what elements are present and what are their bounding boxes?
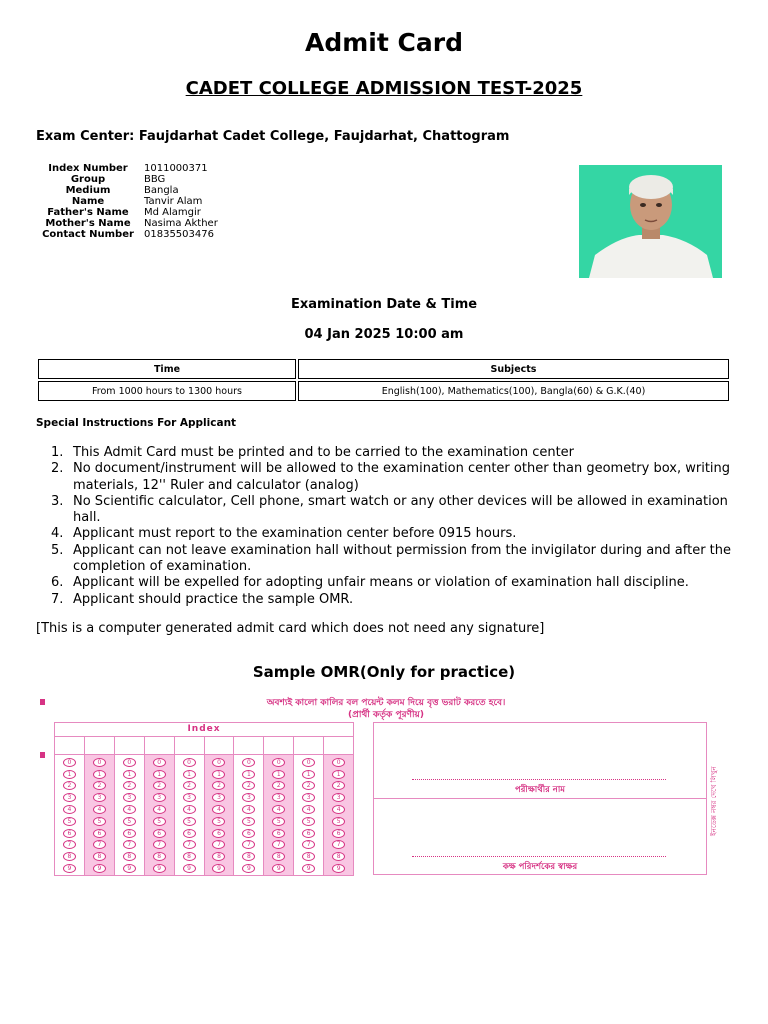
omr-bubble[interactable]: 0 — [212, 758, 225, 767]
omr-bubble[interactable]: 4 — [153, 805, 166, 814]
list-item-text: Applicant can not leave examination hall without permission from the invigilator during and after the completion of examination. — [73, 542, 732, 575]
omr-write-box[interactable] — [85, 737, 114, 755]
omr-bubble[interactable]: 6 — [272, 829, 285, 838]
omr-index-column — [85, 737, 115, 875]
omr-header-line-2: (প্রার্থী কর্তৃক পূরণীয়) — [348, 710, 424, 720]
table-row — [40, 174, 218, 185]
omr-bubble[interactable]: 5 — [272, 817, 285, 826]
omr-index-column — [264, 737, 294, 875]
list-item — [51, 575, 733, 591]
info-value: 1011000371 — [144, 163, 208, 174]
omr-bubble[interactable]: 1 — [123, 770, 136, 779]
table-row — [40, 218, 218, 229]
omr-bubble[interactable]: 3 — [302, 793, 315, 802]
table-row — [40, 229, 218, 240]
omr-bubble[interactable]: 4 — [272, 805, 285, 814]
omr-index-column — [115, 737, 145, 875]
omr-bubble[interactable]: 8 — [212, 852, 225, 861]
omr-bubble[interactable]: 9 — [93, 864, 106, 873]
schedule-subjects-cell: English(100), Mathematics(100), Bangla(60) & G.K.(40) — [298, 381, 729, 401]
info-label: Mother's Name — [45, 218, 131, 229]
omr-bubble[interactable]: 2 — [93, 781, 106, 790]
omr-bubble[interactable]: 5 — [123, 817, 136, 826]
omr-bubble[interactable]: 5 — [332, 817, 345, 826]
invigilator-sign-label: কক্ষ পরিদর্শকের স্বাক্ষর — [502, 862, 578, 872]
omr-bubble[interactable]: 3 — [332, 793, 345, 802]
omr-write-box[interactable] — [294, 737, 323, 755]
list-item-number: 2. — [51, 461, 64, 477]
omr-index-grid — [54, 722, 354, 876]
omr-timing-mark — [40, 752, 45, 758]
omr-bubble[interactable]: 1 — [93, 770, 106, 779]
exam-center: Exam Center: Faujdarhat Cadet College, Faujdarhat, Chattogram — [36, 129, 510, 144]
sample-omr — [36, 692, 726, 877]
list-item — [51, 461, 733, 494]
exam-date-heading: Examination Date & Time — [290, 297, 478, 312]
omr-bubble[interactable]: 5 — [212, 817, 225, 826]
omr-side-label: ইনডেক্স নম্বর দেখে লিখুন — [710, 766, 718, 837]
omr-index-column — [145, 737, 175, 875]
omr-bubble[interactable]: 4 — [63, 805, 76, 814]
page-title: Admit Card — [305, 28, 463, 57]
omr-title: Sample OMR(Only for practice) — [252, 663, 516, 681]
omr-write-box[interactable] — [264, 737, 293, 755]
omr-bubble[interactable]: 6 — [93, 829, 106, 838]
omr-write-box[interactable] — [234, 737, 263, 755]
omr-bubble[interactable]: 4 — [93, 805, 106, 814]
omr-bubble[interactable]: 2 — [212, 781, 225, 790]
omr-bubble[interactable]: 8 — [63, 852, 76, 861]
omr-index-column — [234, 737, 264, 875]
omr-bubble[interactable]: 7 — [153, 840, 166, 849]
list-item — [51, 526, 733, 542]
omr-bubble[interactable]: 3 — [183, 793, 196, 802]
omr-write-box[interactable] — [175, 737, 204, 755]
list-item-text: This Admit Card must be printed and to be carried to the examination center — [73, 445, 575, 460]
signature-note: [This is a computer generated admit card which does not need any signature] — [36, 621, 545, 636]
omr-write-box[interactable] — [324, 737, 353, 755]
omr-header — [196, 697, 576, 721]
omr-bubble[interactable]: 6 — [123, 829, 136, 838]
omr-index-column — [205, 737, 235, 875]
omr-bubble[interactable]: 4 — [332, 805, 345, 814]
omr-bubble[interactable]: 7 — [123, 840, 136, 849]
omr-bubble[interactable]: 9 — [123, 864, 136, 873]
omr-bubble[interactable]: 4 — [212, 805, 225, 814]
list-item-text: Applicant should practice the sample OMR. — [73, 591, 354, 607]
omr-bubble[interactable]: 1 — [332, 770, 345, 779]
signature-line — [412, 856, 666, 857]
list-item-text: Applicant must report to the examination center before 0915 hours. — [73, 526, 517, 542]
omr-bubble[interactable]: 6 — [153, 829, 166, 838]
omr-bubble[interactable]: 1 — [302, 770, 315, 779]
info-value: Bangla — [144, 185, 179, 196]
list-item-number: 3. — [51, 493, 64, 509]
omr-write-box[interactable] — [55, 737, 84, 755]
exam-subtitle: CADET COLLEGE ADMISSION TEST-2025 — [185, 78, 583, 99]
applicant-photo-image — [579, 165, 722, 278]
table-row — [40, 207, 218, 218]
list-item — [51, 445, 733, 461]
omr-bubble[interactable]: 8 — [183, 852, 196, 861]
omr-index-column — [294, 737, 324, 875]
info-value: Md Alamgir — [144, 207, 201, 218]
omr-bubble[interactable]: 0 — [93, 758, 106, 767]
table-row — [40, 163, 218, 174]
omr-bubble[interactable]: 6 — [183, 829, 196, 838]
divider — [374, 798, 706, 799]
omr-index-column — [55, 737, 85, 875]
info-value: 01835503476 — [144, 229, 214, 240]
omr-bubble[interactable]: 2 — [153, 781, 166, 790]
table-row — [38, 381, 729, 401]
instructions-title: Special Instructions For Applicant — [36, 417, 237, 429]
omr-bubble[interactable]: 0 — [63, 758, 76, 767]
list-item-text: No document/instrument will be allowed to the examination center other than geometry box, writing materials, 12'' Ruler and calculator (analog) — [73, 461, 731, 493]
omr-bubble[interactable]: 5 — [302, 817, 315, 826]
schedule-time-cell: From 1000 hours to 1300 hours — [38, 381, 296, 401]
omr-bubble[interactable]: 9 — [183, 864, 196, 873]
candidate-name-label: পরীক্ষার্থীর নাম — [514, 785, 566, 795]
info-label: Group — [70, 174, 106, 185]
omr-bubble[interactable]: 7 — [242, 840, 255, 849]
omr-write-box[interactable] — [205, 737, 234, 755]
omr-bubble[interactable]: 1 — [63, 770, 76, 779]
omr-bubble[interactable]: 9 — [153, 864, 166, 873]
omr-bubble[interactable]: 9 — [242, 864, 255, 873]
omr-bubble[interactable]: 0 — [153, 758, 166, 767]
omr-bubble[interactable]: 8 — [153, 852, 166, 861]
omr-bubble[interactable]: 4 — [183, 805, 196, 814]
omr-bubble[interactable]: 1 — [272, 770, 285, 779]
omr-bubble[interactable]: 3 — [123, 793, 136, 802]
info-value: Tanvir Alam — [144, 196, 203, 207]
omr-timing-mark — [40, 699, 45, 705]
omr-index-column — [175, 737, 205, 875]
omr-bubble[interactable]: 0 — [302, 758, 315, 767]
omr-bubble[interactable]: 7 — [302, 840, 315, 849]
omr-bubble[interactable]: 6 — [302, 829, 315, 838]
omr-bubble[interactable]: 2 — [123, 781, 136, 790]
list-item-number: 6. — [51, 575, 64, 591]
info-value: BBG — [144, 174, 166, 185]
omr-bubble[interactable]: 2 — [242, 781, 255, 790]
omr-bubble[interactable]: 3 — [93, 793, 106, 802]
omr-bubble[interactable]: 2 — [302, 781, 315, 790]
omr-bubble[interactable]: 7 — [183, 840, 196, 849]
omr-bubble[interactable]: 8 — [272, 852, 285, 861]
omr-bubble[interactable]: 9 — [63, 864, 76, 873]
omr-index-column — [324, 737, 353, 875]
omr-bubble[interactable]: 7 — [63, 840, 76, 849]
list-item-text: Applicant will be expelled for adopting unfair means or violation of examination hall discipline. — [73, 575, 689, 591]
omr-bubble[interactable]: 3 — [272, 793, 285, 802]
omr-bubble[interactable]: 1 — [242, 770, 255, 779]
omr-bubble[interactable]: 9 — [332, 864, 345, 873]
omr-bubble[interactable]: 2 — [63, 781, 76, 790]
omr-bubble[interactable]: 8 — [332, 852, 345, 861]
list-item-number: 1. — [51, 445, 64, 460]
omr-bubble[interactable]: 0 — [183, 758, 196, 767]
omr-bubble[interactable]: 3 — [242, 793, 255, 802]
omr-bubble[interactable]: 8 — [302, 852, 315, 861]
omr-bubble[interactable]: 5 — [153, 817, 166, 826]
omr-bubble[interactable]: 4 — [302, 805, 315, 814]
omr-bubble[interactable]: 6 — [242, 829, 255, 838]
omr-bubble[interactable]: 6 — [212, 829, 225, 838]
info-label: Contact Number — [42, 229, 134, 240]
omr-bubble[interactable]: 6 — [63, 829, 76, 838]
omr-bubble[interactable]: 1 — [212, 770, 225, 779]
info-label: Name — [71, 196, 105, 207]
table-row — [40, 185, 218, 196]
omr-bubble[interactable]: 1 — [183, 770, 196, 779]
omr-index-label: Index — [55, 723, 353, 737]
omr-bubble[interactable]: 8 — [93, 852, 106, 861]
omr-bubble[interactable]: 9 — [302, 864, 315, 873]
omr-bubble[interactable]: 8 — [242, 852, 255, 861]
info-label: Medium — [65, 185, 111, 196]
omr-bubble[interactable]: 5 — [242, 817, 255, 826]
omr-bubble[interactable]: 3 — [63, 793, 76, 802]
omr-bubble[interactable]: 5 — [93, 817, 106, 826]
omr-write-box[interactable] — [145, 737, 174, 755]
omr-index-columns — [55, 737, 353, 875]
schedule-header-time: Time — [38, 359, 296, 379]
info-value: Nasima Akther — [144, 218, 218, 229]
schedule-header-subjects: Subjects — [298, 359, 729, 379]
omr-write-box[interactable] — [115, 737, 144, 755]
omr-bubble[interactable]: 9 — [212, 864, 225, 873]
info-label: Index Number — [48, 163, 128, 174]
list-item — [51, 591, 733, 608]
omr-bubble[interactable]: 7 — [93, 840, 106, 849]
omr-bubble[interactable]: 3 — [153, 793, 166, 802]
omr-bubble[interactable]: 0 — [332, 758, 345, 767]
omr-bubble[interactable]: 1 — [153, 770, 166, 779]
list-item-text: No Scientific calculator, Cell phone, smart watch or any other devices will be allowed in examination hall. — [73, 493, 728, 526]
list-item-number: 4. — [51, 526, 64, 542]
omr-bubble[interactable]: 4 — [123, 805, 136, 814]
omr-signature-box — [373, 722, 707, 875]
table-row — [40, 196, 218, 207]
omr-bubble[interactable]: 7 — [212, 840, 225, 849]
omr-bubble[interactable]: 3 — [212, 793, 225, 802]
applicant-photo — [579, 165, 722, 278]
omr-bubble[interactable]: 4 — [242, 805, 255, 814]
omr-header-line-1: অবশ্যই কালো কালির বল পয়েন্ট কলম দিয়ে বৃত্ত ভরাট করতে হবে। — [266, 698, 506, 708]
list-item — [51, 493, 733, 527]
exam-datetime: 04 Jan 2025 10:00 am — [304, 327, 464, 342]
list-item-number: 7. — [51, 591, 64, 607]
name-line — [412, 779, 666, 780]
info-label: Father's Name — [47, 207, 129, 218]
list-item — [51, 542, 733, 576]
instructions-list — [51, 445, 733, 608]
omr-bubble[interactable]: 7 — [332, 840, 345, 849]
list-item-number: 5. — [51, 542, 64, 558]
omr-bubble[interactable]: 6 — [332, 829, 345, 838]
omr-bubble[interactable]: 2 — [183, 781, 196, 790]
omr-bubble[interactable]: 9 — [272, 864, 285, 873]
omr-bubble[interactable]: 7 — [272, 840, 285, 849]
omr-bubble[interactable]: 0 — [123, 758, 136, 767]
applicant-info-table — [40, 163, 218, 240]
omr-bubble[interactable]: 2 — [272, 781, 285, 790]
omr-bubble[interactable]: 0 — [242, 758, 255, 767]
schedule-table — [36, 357, 731, 403]
omr-bubble[interactable]: 5 — [183, 817, 196, 826]
omr-bubble[interactable]: 0 — [272, 758, 285, 767]
omr-bubble[interactable]: 8 — [123, 852, 136, 861]
omr-bubble[interactable]: 2 — [332, 781, 345, 790]
omr-bubble[interactable]: 5 — [63, 817, 76, 826]
